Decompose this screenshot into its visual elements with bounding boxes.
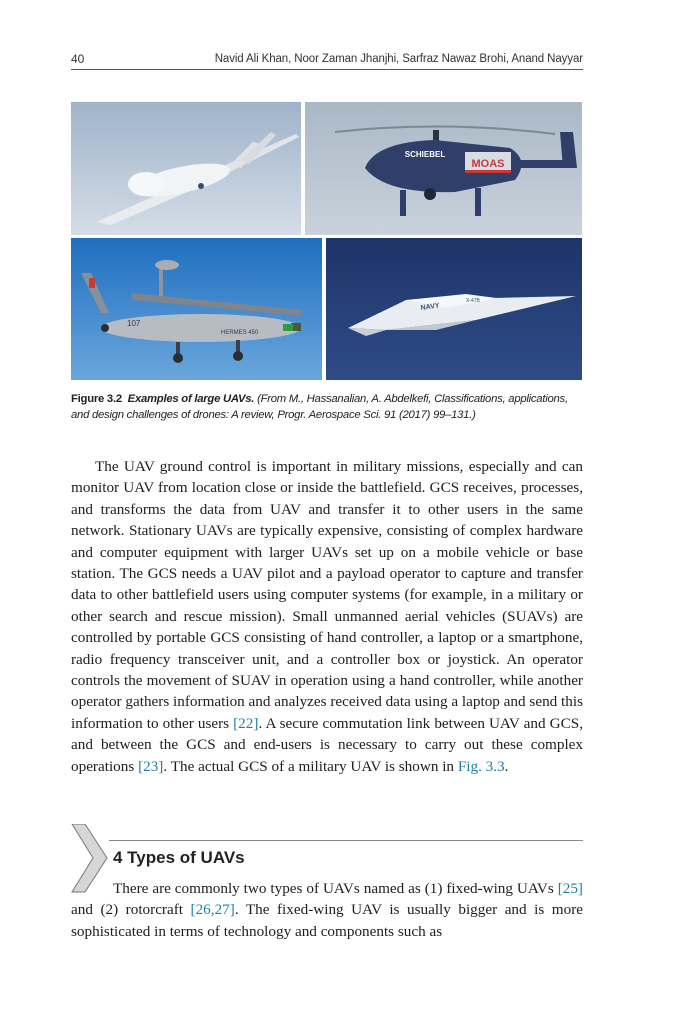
global-hawk-photo	[71, 102, 301, 235]
moas-marking: MOAS	[471, 158, 505, 170]
reference-link-22[interactable]: [22]	[233, 714, 259, 732]
paragraph-text: . The actual GCS of a military UAV is shown in	[163, 757, 458, 775]
section-rule	[109, 840, 583, 841]
paragraph-text: and (2) rotorcraft	[71, 901, 191, 919]
paragraph-text: . The fixed-wing UAV is usually bigger and is more sophisticated in terms of technology and components such as	[71, 901, 583, 940]
figure-label: Figure 3.2	[71, 393, 122, 405]
hermes-marking: HERMES 450	[221, 330, 259, 336]
paragraph-ground-control	[71, 456, 583, 777]
paragraph-types	[71, 878, 583, 942]
figure-title: Examples of large UAVs.	[127, 393, 255, 405]
section-title: 4 Types of UAVs	[113, 848, 245, 867]
header-rule	[71, 69, 583, 70]
hermes-photo	[71, 238, 322, 380]
paragraph-text: .	[504, 757, 509, 775]
figure-caption	[71, 391, 585, 423]
reference-link-23[interactable]: [23]	[138, 757, 164, 775]
reference-link-25[interactable]: [25]	[557, 880, 583, 897]
reference-link-26-27[interactable]: [26,27]	[190, 901, 235, 919]
tail-number-marking: 107	[127, 319, 141, 328]
camcopter-photo	[305, 102, 582, 235]
page-number: 40	[71, 52, 85, 66]
x47b-marking: X-47B	[466, 298, 480, 304]
schiebel-marking: SCHIEBEL	[404, 150, 446, 159]
paragraph-text: There are commonly two types of UAVs named as (1) fixed-wing UAVs	[113, 880, 558, 897]
running-authors: Navid Ali Khan, Noor Zaman Jhanjhi, Sarfraz Nawaz Brohi, Anand Nayyar	[214, 53, 583, 65]
figure-source: (From M., Hassanalian, A. Abdelkefi, Classifications, applications, and design challenges of drones: A review, Progr. Aerospace Sci. 91 (2017) 99–131.)	[71, 393, 568, 421]
running-header	[71, 52, 583, 70]
paragraph-text: The UAV ground control is important in military missions, especially and can monitor UAV from location close or inside the battlefield. GCS receives, processes, and transforms the data from UAV and transfer it to other users in the same network. Stationary UAVs are typically expensive, consisting of complex hardware and computer equipment with larger UAVs set up on a mobile vehicle or base station. The GCS needs a UAV pilot and a payload operator to capture and transfer data to other battlefield users using computer systems (for example, in a military or other search and rescue mission). Small unmanned aerial vehicles (SUAVs) are controlled by portable GCS consisting of hand controller, a laptop or a smartphone, radio frequency transceiver unit, and a controller box or joystick. An operator controls the movement of SUAV in operation using a hand controller, while another operator gathers information and analyzes received data using a laptop and send this information to other users	[71, 458, 583, 732]
figure-link-3-3[interactable]: Fig. 3.3	[457, 757, 505, 775]
navy-marking: NAVY	[420, 302, 441, 312]
paragraph-text: . A secure commutation link between UAV and GCS, and between the GCS and end-users is necessary to carry out these complex operations	[71, 714, 583, 775]
x47b-photo	[326, 238, 582, 380]
